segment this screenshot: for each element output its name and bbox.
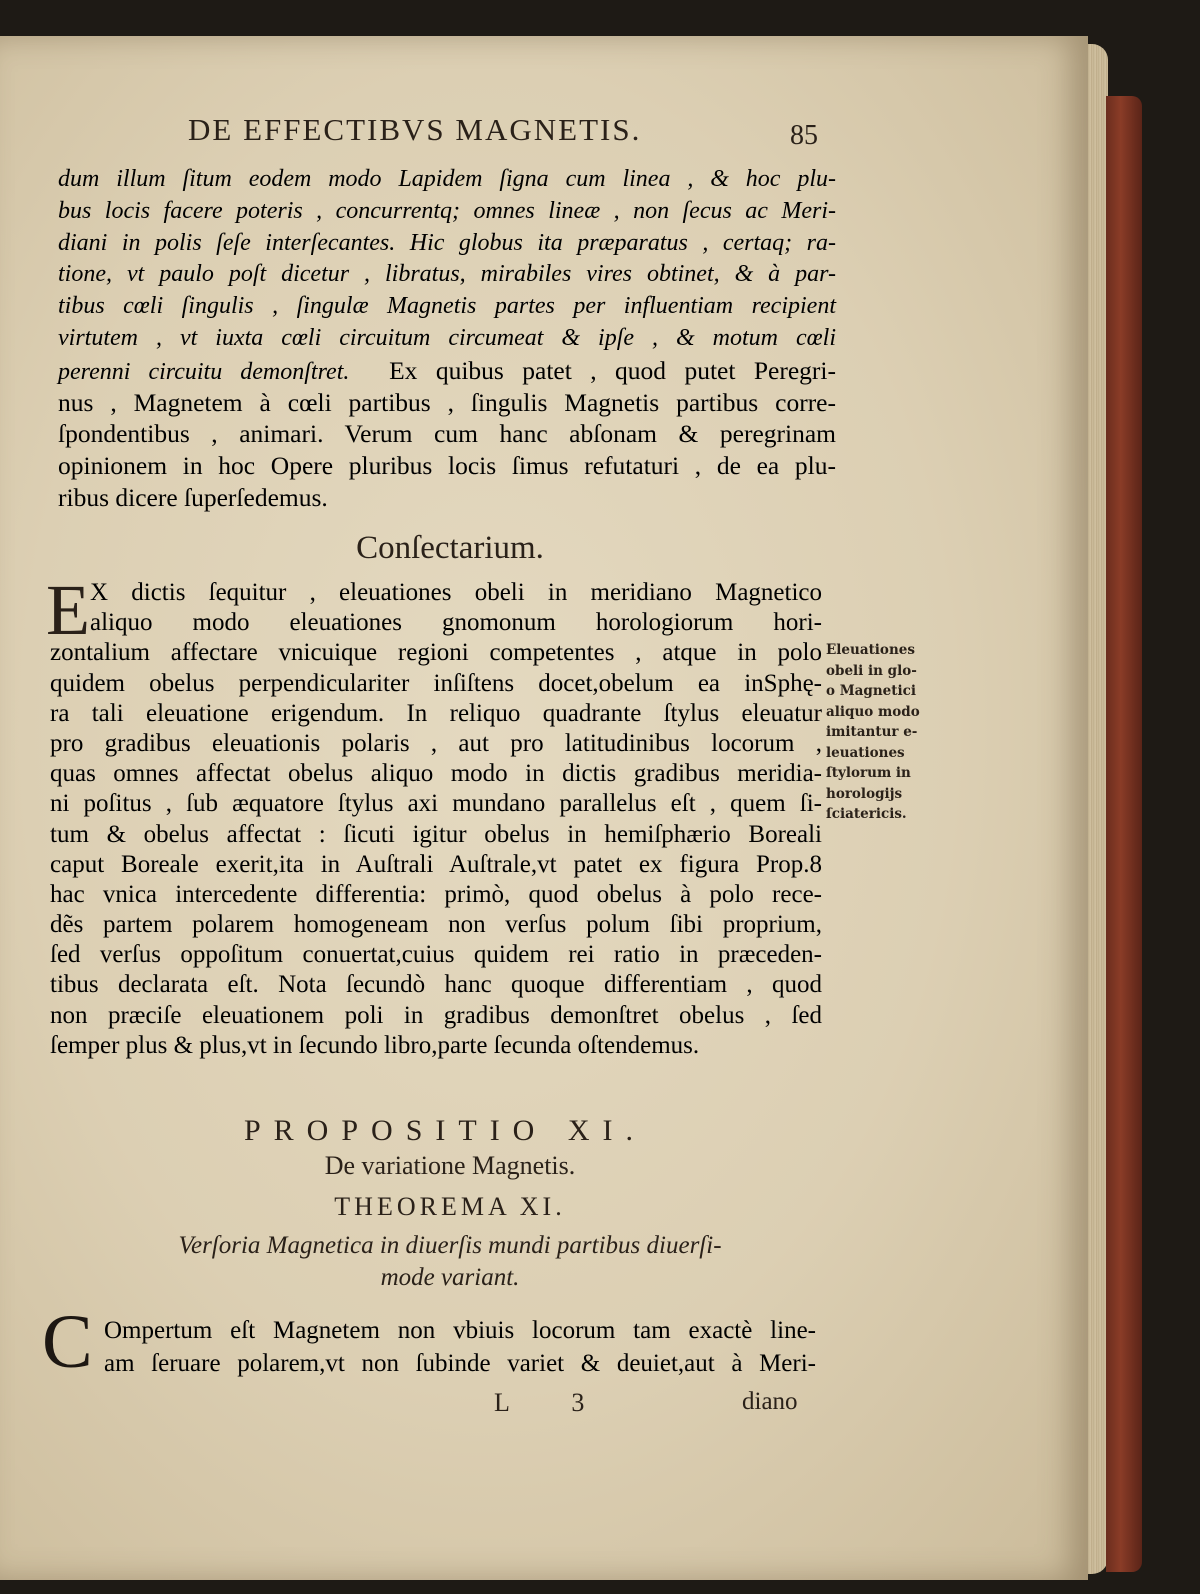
text-line: bus locis facere poteris , concurrentq; omnes lineæ , non ſecus ac Meri- (58, 197, 836, 224)
text-line: hac vnica intercedente differentia: primò, quod obelus à polo rece- (50, 880, 822, 908)
margin-note-line: ſtylorum in (826, 765, 911, 781)
text-line: ni poſitus , ſub æquatore ſtylus axi mundano parallelus eſt , quem ſi- (50, 790, 822, 818)
running-head: DE EFFECTIBVS MAGNETIS. (188, 112, 642, 147)
margin-note-line: obeli in glo- (826, 662, 917, 679)
margin-note-line: leuationes (826, 744, 905, 761)
margin-note-line: o Magnetici (826, 683, 916, 699)
text-line: caput Boreale exerit,ita in Auſtrali Auſtrale,vt patet ex figura Prop.8 (50, 850, 822, 878)
text-line: dum illum ſitum eodem modo Lapidem ſigna cum linea , & hoc plu- (58, 166, 836, 192)
paragraph-3 (50, 1314, 816, 1380)
margin-note-line: horologijs (826, 785, 903, 802)
text-line: tum & obelus affectat : ſicuti igitur obelus in hemiſphærio Boreali (50, 820, 822, 848)
consectarium-heading: Conſectarium. (356, 530, 544, 566)
text-line: am ſeruare polarem,vt non ſubinde variet & deuiet,aut à Meri- (104, 1350, 816, 1377)
text-italic-segment: perenni circuitu demonſtret. (58, 358, 350, 385)
text-line: ſed verſus oppoſitum conuertat,cuius quidem rei ratio in præceden- (50, 941, 822, 969)
theorema-heading: THEOREMA XI. (334, 1192, 566, 1221)
text-line: nus , Magnetem à cœli partibus , ſingulis Magnetis partibus corre- (58, 387, 836, 417)
margin-note-line: aliquo modo (826, 703, 920, 720)
margin-note-line: imitantur e- (826, 724, 918, 740)
text-line: virtutem , vt iuxta cœli circuitum circumeat & ipſe , & motum cœli (58, 324, 836, 351)
margin-note (826, 640, 936, 825)
text-line: X dictis ſequitur , eleuationes obeli in meridiano Magnetico (90, 579, 822, 606)
text-line: aliquo modo eleuationes gnomonum horologiorum hori- (90, 609, 822, 637)
text-line: pro gradibus eleuationis polaris , aut pro latitudinibus locorum , (50, 729, 822, 757)
page-number: 85 (790, 120, 818, 151)
text-line: opinionem in hoc Opere pluribus locis ſimus refutaturi , de ea plu- (58, 451, 836, 481)
text-roman-segment: Ex quibus patet , quod putet Peregri- (389, 355, 836, 385)
text-line: ribus dicere ſuperſedemus. (58, 482, 328, 512)
proposition-subtitle: De variatione Magnetis. (324, 1151, 576, 1180)
text-line: tione, vt paulo poſt dicetur , libratus, mirabiles vires obtinet, & à par- (58, 261, 836, 288)
text-line: diani in polis ſeſe interſecantes. Hic globus ita præparatus , certaq; ra- (58, 229, 836, 256)
margin-note-line: Eleuationes (826, 642, 915, 658)
proposition-heading: PROPOSITIO XI. (243, 1114, 647, 1147)
text-line: ra tali eleuatione erigendum. In reliquo quadrante ſtylus eleuatur (50, 699, 822, 727)
enunciation-line: mode variant. (380, 1264, 520, 1291)
text-line: dẽs partem polarem homogeneam non verſus polum ſibi proprium, (50, 911, 822, 939)
enunciation-line: Verſoria Magnetica in diuerſis mundi partibus diuerſi- (178, 1232, 722, 1259)
text-line: tibus declarata eſt. Nota ſecundò hanc quoque differentiam , quod (50, 971, 822, 999)
catchword: diano (742, 1388, 798, 1415)
book-cover-edge (1106, 96, 1142, 1572)
paragraph-1 (58, 164, 836, 514)
paragraph-2 (50, 578, 822, 1061)
text-line: non præciſe eleuationem poli in gradibus demonſtret obelus , ſed (50, 1001, 822, 1029)
text-line: ſemper plus & plus,vt in ſecundo libro,parte ſecunda oſtendemus. (50, 1031, 700, 1059)
text-line: quidem obelus perpendiculariter inſiſtens docet,obelum ea inSphę- (50, 669, 822, 697)
text-line: quas omnes affectat obelus aliquo modo in dictis gradibus meridia- (50, 760, 822, 788)
text-line: tibus cœli ſingulis , ſingulæ Magnetis partes per influentiam recipient (58, 293, 836, 320)
margin-note-line: ſciatericis. (826, 806, 907, 822)
text-line: ſpondentibus , animari. Verum cum hanc abſonam & peregrinam (58, 419, 836, 449)
text-line: Ompertum eſt Magnetem non vbiuis locorum tam exactè line- (104, 1317, 816, 1344)
text-line: zontalium affectare vnicuique regioni competentes , atque in polo (50, 639, 822, 667)
drop-cap: C (42, 1300, 93, 1384)
drop-cap: E (46, 570, 90, 650)
text-line-mixed (58, 355, 836, 387)
signature-mark: L 3 (494, 1388, 613, 1417)
